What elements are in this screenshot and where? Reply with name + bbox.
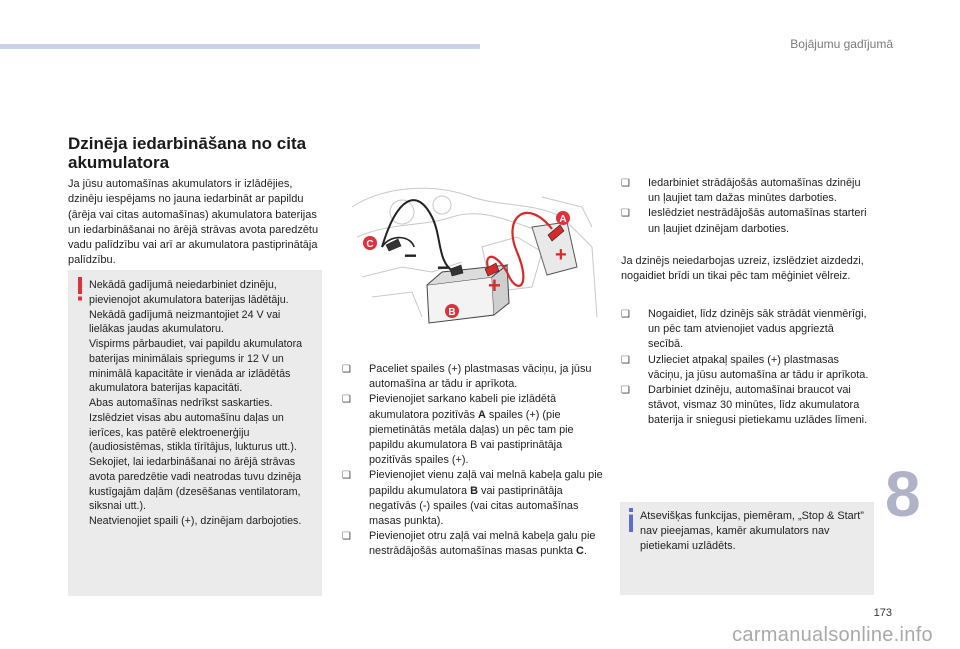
label-c — [363, 236, 377, 250]
checkbox-bullet-icon: ❑ — [342, 470, 351, 482]
section-title: Bojājumu gadījumā — [790, 37, 893, 51]
steps-right-1 — [621, 176, 871, 237]
checkbox-bullet-icon: ❑ — [342, 531, 351, 543]
list-item: ❑ Pievienojiet sarkano kabeli pie izlādētā akumulatora pozitīvās A spailes (+) (pie piemetinātās metāla daļas) un pēc tam pie papildu akumulatora B vai pastiprinātāja pozitīvās spailes (+). — [342, 393, 574, 467]
page-number: 173 — [873, 607, 892, 619]
exclamation-icon — [75, 277, 85, 301]
list-item: ❑ Iedarbiniet strādājošās automašīnas dzinēju un ļaujiet tam dažas minūtes darboties. — [621, 177, 861, 205]
header-accent-bar — [0, 44, 480, 49]
chapter-number: 8 — [885, 458, 921, 530]
svg-text:C: C — [366, 239, 374, 250]
checkbox-bullet-icon: ❑ — [342, 394, 351, 406]
svg-text:B: B — [448, 307, 456, 318]
warning-text: Nekādā gadījumā neiedarbiniet dzinēju, pievienojot akumulatora baterijas lādētāju. Nekādā gadījumā neizmantojiet 24 V vai lielākas jaudas akumulatoru. Vispirms pārbaudiet, vai papildu akumulatora baterijas minimālais spriegums ir 12 V un minimālā kapacitāte ir vienāda ar izlādētās akumulatora baterijas kapacitāti. Abas automašīnas nedrīkst saskarties. Izslēdziet visas abu automašīnu daļas un ierīces, kas patērē elektroenerģiju (audiosistēmas, stikla tīrītājus, lukturus utt.). Sekojiet, lai iedarbināšanai no ārējā strāvas avota paredzētie vadi neatrodas tuvu dzinēja kustīgajām daļām (dzesēšanas ventilatoram, siksnai utt.). Neatvienojiet spaili (+), dzinējam darbojoties. — [89, 279, 303, 527]
jump-start-diagram — [342, 177, 606, 326]
plus-sign-2: + — [555, 244, 567, 266]
info-text: Atsevišķas funkcijas, piemēram, „Stop & Start” nav pieejamas, kamēr akumulators nav pietiekami uzlādēts. — [640, 510, 864, 553]
label-a — [556, 211, 570, 225]
list-item: ❑ Ieslēdziet nestrādājošās automašīnas starteri un ļaujiet dzinējam darboties. — [621, 207, 867, 235]
checkbox-bullet-icon: ❑ — [621, 309, 630, 320]
intro-paragraph: Ja jūsu automašīnas akumulators ir izlādējies, dzinēju iespējams no jauna iedarbināt ar papildu (ārēja vai citas automašīnas) akumulatora baterijas un iedarbināšanai no ārējā strāvas avota paredzētu vadu palīdzību vai arī ar akumulatora pastiprinātāja palīdzību. — [68, 178, 319, 267]
retry-paragraph: Ja dzinējs neiedarbojas uzreiz, izslēdziet aizdedzi, nogaidiet brīdi un tikai pēc tam mēģiniet vēlreiz. — [621, 255, 864, 283]
page-title: Dzinēja iedarbināšana no cita akumulatora — [68, 134, 307, 172]
list-item: ❑ Nogaidiet, līdz dzinējs sāk strādāt vienmērīgi, un pēc tam atvienojiet vadus apgrieztā secībā. — [621, 308, 867, 351]
list-item: ❑ Uzlieciet atpakaļ spailes (+) plastmasas vāciņu, ja jūsu automašīna ar tādu ir aprīkota. — [621, 353, 869, 381]
checkbox-bullet-icon: ❑ — [621, 208, 630, 220]
svg-text:A: A — [559, 214, 567, 225]
watermark: carmanualsonline.info — [732, 624, 933, 646]
checkbox-bullet-icon: ❑ — [342, 364, 351, 375]
checkbox-bullet-icon: ❑ — [621, 354, 630, 366]
plus-sign-1: + — [488, 273, 501, 298]
label-b — [445, 304, 459, 318]
checkbox-bullet-icon: ❑ — [621, 385, 630, 397]
steps-middle — [342, 362, 606, 560]
checkbox-bullet-icon: ❑ — [621, 178, 630, 189]
info-icon — [627, 508, 635, 532]
minus-sign-1: − — [404, 243, 417, 268]
list-item: ❑ Paceliet spailes (+) plastmasas vāciņu, ja jūsu automašīna ar tādu ir aprīkota. — [342, 363, 592, 391]
list-item: ❑ Pievienojiet vienu zaļā vai melnā kabeļa galu pie papildu akumulatora B vai pastiprinātāja negatīvās (-) spailes (vai citas automašīnas masas punkta). — [342, 469, 603, 528]
minus-sign-2: − — [437, 255, 450, 280]
list-item: ❑ Darbiniet dzinēju, automašīnai braucot vai stāvot, vismaz 30 minūtes, līdz akumulatora baterija ir sniegusi pietiekamu uzlādes līmeni. — [621, 384, 868, 427]
steps-right-2 — [621, 307, 871, 429]
list-item: ❑ Pievienojiet otru zaļā vai melnā kabeļa galu pie nestrādājošās automašīnas masas punkta C. — [342, 530, 596, 558]
